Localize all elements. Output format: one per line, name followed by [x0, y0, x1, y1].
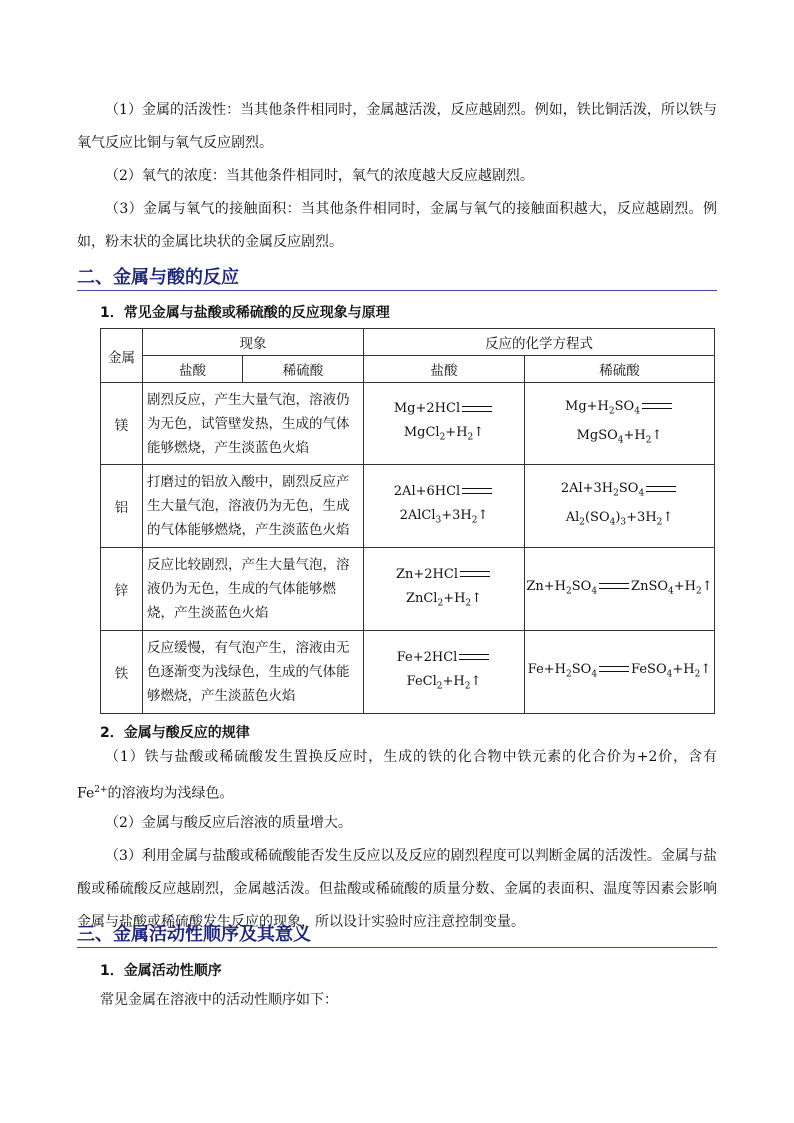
section-heading-metal-acid: 二、金属与酸的反应: [77, 267, 239, 288]
phenomenon-cell: 反应缓慢，有气泡产生，溶液由无色逐渐变为浅绿色，生成的气体能够燃烧，产生淡蓝色火焰: [143, 631, 364, 714]
equation-hcl-zn: Zn+2HCl $ZnCl_2+H_2↑$: [364, 548, 525, 631]
paragraph-rule-mass: （2）金属与酸反应后溶液的质量增大。: [105, 815, 352, 831]
paragraph-rule-iron: （1）铁与盐酸或稀硫酸发生置换反应时，生成的铁的化合物中铁元素的化合价为+2价，含有$Fe^{2+}$的溶液均为浅绿色。: [77, 749, 717, 802]
header-phenomenon: 现象: [143, 329, 364, 356]
header-metal: 金属: [101, 329, 143, 383]
header-h2so4: 稀硫酸: [243, 356, 364, 383]
metal-cell: 锌: [101, 548, 143, 631]
header-eq-h2so4: 稀硫酸: [525, 356, 715, 383]
paragraph-activity-intro: 常见金属在溶液中的活动性顺序如下：: [100, 992, 338, 1008]
equation-hcl-al: 2Al+6HCl $2AlCl_3+3H_2↑$: [364, 465, 525, 548]
metal-cell: 铝: [101, 465, 143, 548]
metal-acid-table: [100, 328, 715, 714]
subheading-reaction-rules: 2．金属与酸反应的规律: [100, 725, 250, 741]
table-row: [101, 465, 715, 548]
equation-h2so4-zn: $Zn+H_2SO_4$ $ZnSO_4+H_2↑$: [525, 548, 715, 631]
paragraph-rule-activity: （3）利用金属与盐酸或稀硫酸能否发生反应以及反应的剧烈程度可以判断金属的活泼性。金属与盐酸或稀硫酸反应越剧烈，金属越活泼。但盐酸或稀硫酸的质量分数、金属的表面积、温度等因素会影响金属与盐酸或稀硫酸发生反应的现象，所以设计实验时应注意控制变量。: [77, 848, 717, 930]
paragraph-oxygen-concentration: （2）氧气的浓度：当其他条件相同时，氧气的浓度越大反应越剧烈。: [105, 168, 534, 184]
equation-hcl-fe: Fe+2HCl $FeCl_2+H_2↑$: [364, 631, 525, 714]
subheading-reaction-table: 1．常见金属与盐酸或稀硫酸的反应现象与原理: [100, 305, 390, 321]
equation-h2so4-mg: $Mg+H_2SO_4MgSO_4+H_2↑$: [525, 383, 715, 465]
metal-cell: 铁: [101, 631, 143, 714]
phenomenon-cell: 反应比较剧烈，产生大量气泡，溶液仍为无色，生成的气体能够燃烧，产生淡蓝色火焰: [143, 548, 364, 631]
paragraph-reactivity: （1）金属的活泼性：当其他条件相同时，金属越活泼，反应越剧烈。例如，铁比铜活泼，所以铁与氧气反应比铜与氧气反应剧烈。: [77, 102, 717, 151]
phenomenon-cell: 打磨过的铝放入酸中，剧烈反应产生大量气泡，溶液仍为无色，生成的气体能够燃烧，产生淡蓝色火焰: [143, 465, 364, 548]
header-eq-hcl: 盐酸: [364, 356, 525, 383]
table-row: [101, 631, 715, 714]
subheading-activity-series: 1．金属活动性顺序: [100, 963, 222, 979]
header-equation: 反应的化学方程式: [364, 329, 715, 356]
equation-hcl-mg: Mg+2HCl $MgCl_2+H_2↑$: [364, 383, 525, 465]
section-divider: [77, 290, 717, 291]
equation-h2so4-al: $2Al+3H_2SO_4$ $Al_2(SO_4)_3+3H_2↑$: [525, 465, 715, 548]
equation-h2so4-fe: $Fe+H_2SO_4$ $FeSO_4+H_2↑$: [525, 631, 715, 714]
section-divider: [77, 947, 717, 948]
table-row: [101, 548, 715, 631]
phenomenon-cell: 剧烈反应，产生大量气泡，溶液仍为无色，试管壁发热，生成的气体能够燃烧，产生淡蓝色火焰: [143, 383, 364, 465]
table-row: [101, 383, 715, 465]
section-heading-activity-series: 三、金属活动性顺序及其意义: [77, 924, 311, 945]
header-hcl: 盐酸: [143, 356, 243, 383]
metal-cell: 镁: [101, 383, 143, 465]
paragraph-contact-area: （3）金属与氧气的接触面积：当其他条件相同时，金属与氧气的接触面积越大，反应越剧烈。例如，粉末状的金属比块状的金属反应剧烈。: [77, 201, 717, 250]
